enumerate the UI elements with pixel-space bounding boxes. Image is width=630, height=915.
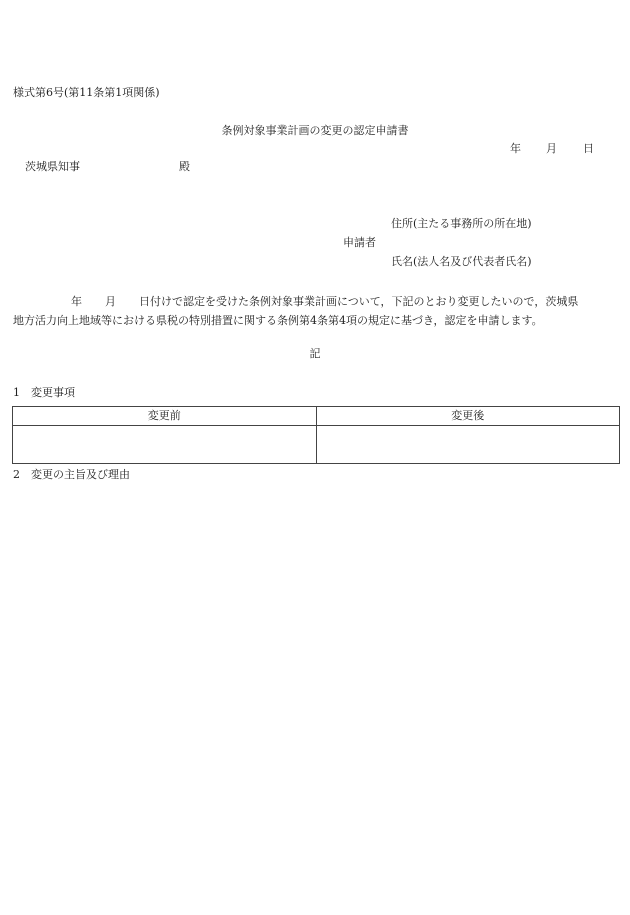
header-after: 変更後: [316, 407, 620, 426]
ki-heading: 記: [309, 347, 321, 360]
cell-after[interactable]: [316, 426, 620, 464]
document-title: 条例対象事業計画の変更の認定申請書: [221, 124, 409, 137]
form-number: 様式第6号(第11条第1項関係): [13, 86, 160, 99]
body-line-1-text: 日付けで認定を受けた条例対象事業計画について，下記のとおり変更したいので，茨城県: [139, 295, 579, 308]
section-2-heading: 2 変更の主旨及び理由: [13, 468, 130, 481]
applicant-name-label: 氏名(法人名及び代表者氏名): [391, 255, 532, 268]
applicant-address-label: 住所(主たる事務所の所在地): [391, 217, 532, 230]
cell-before[interactable]: [13, 426, 317, 464]
body-month: 月: [105, 295, 116, 308]
table-row: [13, 426, 620, 464]
changes-table-header-row: [13, 407, 620, 426]
date-year-label: 年: [510, 142, 521, 155]
body-line-2: 地方活力向上地域等における県税の特別措置に関する条例第4条第4項の規定に基づき，認定を申請します。: [13, 314, 543, 327]
changes-table: [12, 406, 620, 464]
body-line-1: [13, 292, 619, 311]
date-day-label: 日: [583, 142, 594, 155]
header-before: 変更前: [13, 407, 317, 426]
applicant-label: 申請者: [343, 236, 376, 249]
section-1-heading: 1 変更事項: [13, 386, 75, 399]
honorific: 殿: [179, 160, 190, 173]
addressee: 茨城県知事: [25, 160, 80, 173]
body-year: 年: [71, 295, 82, 308]
date-month-label: 月: [546, 142, 557, 155]
application-body: [13, 292, 619, 330]
